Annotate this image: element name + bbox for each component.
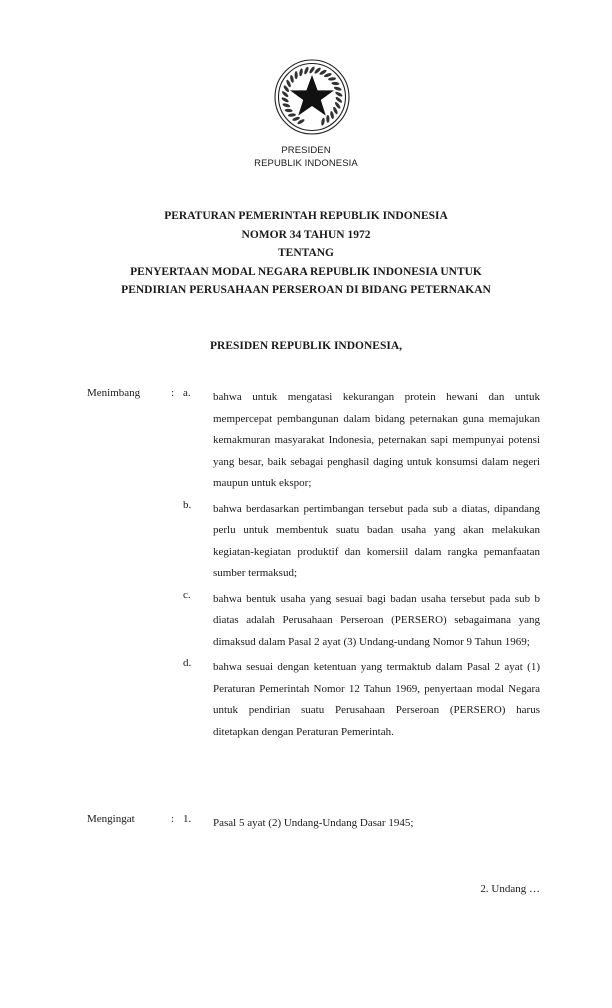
item-marker: c. [183, 588, 191, 601]
title-line-4: PENYERTAAN MODAL NEGARA REPUBLIK INDONESIA UNTUK [130, 265, 482, 278]
wreath-leaf [282, 103, 291, 108]
mengingat-section [87, 813, 540, 839]
menimbang-section [87, 387, 540, 747]
menimbang-label: Menimbang [87, 387, 141, 399]
title-line-5: PENDIRIAN PERUSAHAAN PERSEROAN DI BIDANG PETERNAKAN [121, 284, 491, 296]
menimbang-colon: : [171, 387, 175, 399]
wreath-leaf [331, 82, 339, 86]
wreath-leaf [324, 72, 333, 78]
item-text: bahwa untuk mengatasi kekurangan protein hewani dan untuk mempercepat pembangunan dalam bidang peternakan guna memajukan kemakmuran masyarakat Indonesia, peternakan sapi mempunyai potensi yang besar, baik sebagai penghasil daging untuk konsumsi dalam negeri maupun untuk ekspor; [213, 391, 540, 489]
title-line-1: PERATURAN PEMERINTAH REPUBLIK INDONESIA [164, 210, 448, 222]
mengingat-item-1 [87, 813, 540, 835]
office-name-line2: REPUBLIK INDONESIA [254, 158, 358, 169]
wreath-leaf [321, 117, 326, 125]
page-continuation: 2. Undang … [480, 883, 540, 895]
mengingat-colon: : [171, 813, 175, 825]
item-marker: 1. [183, 813, 192, 825]
item-text: bahwa bentuk usaha yang sesuai bagi badan usaha tersebut pada sub b diatas adalah Perusahaan Perseroan (PERSERO) sebagaimana yang dimaksud dalam Pasal 2 ayat (3) Undang-undang Nomor 9 Tahun 1969; [213, 592, 540, 648]
menimbang-item-a [87, 387, 540, 495]
wreath-leaf [333, 86, 342, 91]
wreath-leaf [330, 111, 335, 120]
office-name-line1: PRESIDEN [281, 145, 331, 156]
title-line-2: NOMOR 34 TAHUN 1972 [241, 228, 371, 241]
wreath-leaf [284, 109, 292, 113]
wreath-leaf [292, 116, 301, 122]
wreath-leaf [288, 113, 296, 117]
item-text: Pasal 5 ayat (2) Undang-Undang Dasar 1945; [213, 817, 414, 829]
mengingat-label: Mengingat [87, 813, 135, 825]
wreath-leaf [289, 75, 294, 84]
item-text: bahwa sesuai dengan ketentuan yang termaktub dalam Pasal 2 ayat (1) Peraturan Pemerintah Nomor 12 Tahun 1969, penyertaan modal Negara untuk pendirian suatu Perusahaan Perseroan (PERSERO) harus ditetapkan dengan Peraturan Pemerintah. [213, 661, 540, 738]
wreath-leaf [303, 66, 309, 75]
garuda-star-wreath-emblem-icon [272, 57, 352, 137]
wreath-leaf [328, 77, 336, 81]
menimbang-item-b [87, 499, 540, 585]
item-marker: d. [183, 657, 192, 669]
regulation-title [0, 207, 612, 300]
president-heading: PRESIDEN REPUBLIK INDONESIA, [209, 340, 403, 352]
wreath-leaf [299, 68, 304, 76]
title-line-3: TENTANG [277, 247, 335, 259]
item-marker: a. [183, 387, 191, 399]
wreath-leaf [335, 91, 344, 98]
wreath-leaf [326, 115, 329, 123]
item-text: bahwa berdasarkan pertimbangan tersebut pada sub a diatas, dipandang perlu untuk membentuk suatu badan usaha yang akan melakukan kegiatan-kegiatan produktif dan komersiil dalam rangka pemanfaatan sumber termaksud; [213, 502, 540, 579]
item-marker: b. [183, 498, 192, 511]
menimbang-item-d [87, 657, 540, 743]
menimbang-item-c [87, 589, 540, 654]
wreath-leaf [294, 71, 297, 79]
wreath-leaf [281, 96, 290, 103]
